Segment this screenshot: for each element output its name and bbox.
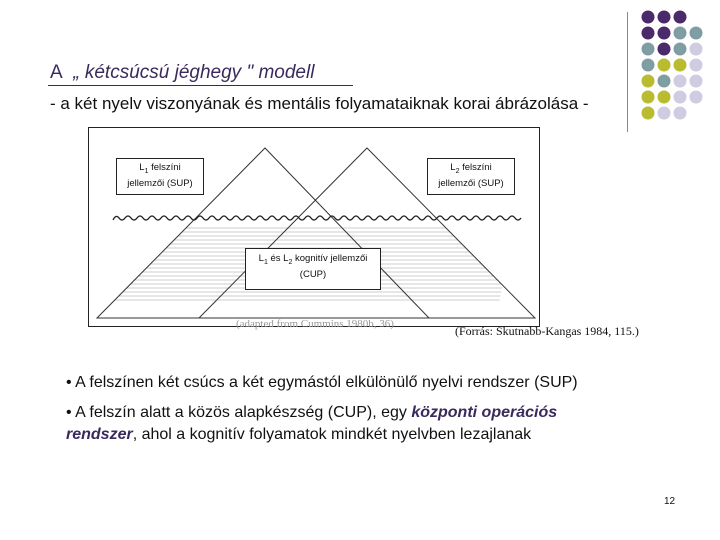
decor-dot bbox=[674, 59, 687, 72]
decor-dot bbox=[674, 91, 687, 104]
decor-dot bbox=[674, 107, 687, 120]
water-surface-wave bbox=[113, 216, 521, 220]
decor-dot bbox=[674, 75, 687, 88]
divider-line bbox=[627, 12, 628, 132]
figure-caption: (adapted from Cummins 1980b, 36) bbox=[236, 318, 394, 330]
title-underline bbox=[48, 85, 353, 86]
bullet-cup-text-2: , ahol a kognitív folyamatok mindkét nyelvben lezajlanak bbox=[132, 426, 532, 443]
bullet-cup-emphasis-2: rendszer bbox=[66, 426, 133, 443]
iceberg-figure bbox=[88, 127, 540, 327]
decor-dot bbox=[642, 27, 655, 40]
decor-dot bbox=[658, 59, 671, 72]
decor-dot bbox=[642, 59, 655, 72]
bullet-cup-text: • A felszín alatt a közös alapkészség (CUP), egy bbox=[66, 404, 412, 421]
bullet-cup-emphasis-1: központi operációs bbox=[411, 404, 558, 421]
decor-dot bbox=[674, 27, 687, 40]
decor-dot bbox=[658, 43, 671, 56]
figure-source: (Forrás: Skutnabb-Kangas 1984, 115.) bbox=[455, 324, 639, 338]
decor-dot bbox=[658, 27, 671, 40]
decor-dot bbox=[658, 11, 671, 24]
decor-dot bbox=[658, 75, 671, 88]
decor-dot bbox=[658, 91, 671, 104]
decor-dot bbox=[658, 107, 671, 120]
decor-dot bbox=[690, 75, 703, 88]
decor-dot bbox=[642, 91, 655, 104]
decor-dot bbox=[690, 27, 703, 40]
title-main: „ kétcsúcsú jéghegy " modell bbox=[73, 62, 315, 83]
decor-dot bbox=[642, 75, 655, 88]
decor-dot bbox=[674, 43, 687, 56]
decor-dot bbox=[674, 11, 687, 24]
l2-surface-box: $L_2$ felszíni jellemzői (SUP) bbox=[427, 158, 515, 195]
slide-title bbox=[50, 62, 314, 84]
decor-dot bbox=[690, 91, 703, 104]
cup-box: $L_1$ és $L_2$ kognitív jellemzői (CUP) bbox=[245, 248, 381, 290]
bullet-sup: • A felszínen két csúcs a két egymástól elkülönülő nyelvi rendszer (SUP) bbox=[66, 374, 578, 391]
title-prefix: A bbox=[50, 62, 63, 83]
decor-dot bbox=[642, 107, 655, 120]
decor-dot bbox=[690, 43, 703, 56]
decor-dot bbox=[642, 43, 655, 56]
page-number: 12 bbox=[664, 496, 676, 507]
decor-dot bbox=[642, 11, 655, 24]
slide-subtitle: - a két nyelv viszonyának és mentális folyamataiknak korai ábrázolása - bbox=[50, 94, 589, 113]
l1-surface-box: $L_1$ felszíni jellemzői (SUP) bbox=[116, 158, 204, 195]
bullet-cup bbox=[66, 402, 666, 446]
decor-dot bbox=[690, 59, 703, 72]
